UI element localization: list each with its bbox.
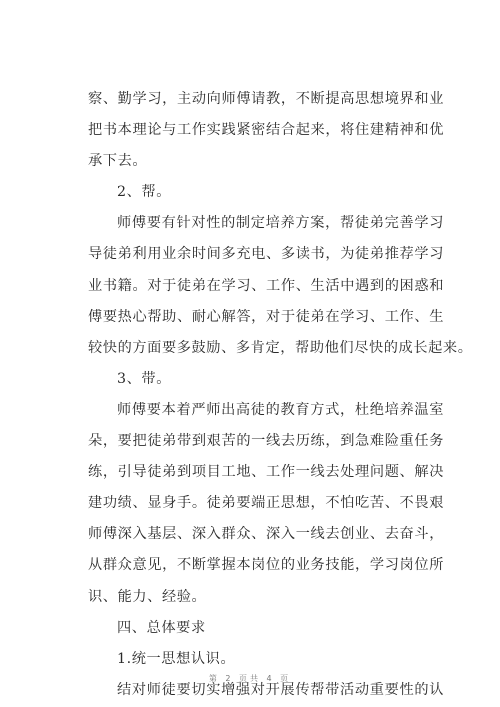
section-heading: 四、总体要求 [117,619,206,636]
text-line: 较快的方面要多鼓励、多肯定，帮助他们尽快的成长起来。 [88,339,473,356]
text-line: 练，引导徒弟到项目工地、工作一线去处理问题、解决 [88,464,444,481]
paragraph-first-line: 结对师徒要切实增强对开展传帮带活动重要性的认 [117,681,444,698]
text-line: 承下去。 [88,153,148,170]
text-line: 建功绩、显身手。徒弟要端正思想，不怕吃苦、不畏艰 [88,495,444,512]
text-line: 从群众意见，不断掌握本岗位的业务技能，学习岗位所 [88,557,444,574]
text-line: 导徒弟利用业余时间多充电、多读书，为徒弟推荐学习 [88,246,444,263]
paragraph-first-line: 师傅要有针对性的制定培养方案，帮徒弟完善学习 [117,215,444,232]
text-line: 察、勤学习，主动向师傅请教，不断提高思想境界和业 [88,91,444,107]
document-body [88,84,473,706]
text-line: 朵，要把徒弟带到艰苦的一线去历练，到急难险重任务 [88,433,444,450]
text-line: 识、能力、经验。 [88,588,207,605]
subsection-heading: 1.统一思想认识。 [117,650,236,667]
text-line: 业书籍。对于徒弟在学习、工作、生活中遇到的困惑和 [88,277,444,294]
paragraph-first-line: 师傅要本着严师出高徒的教育方式，杜绝培养温室 [117,401,444,418]
text-line: 傅要热心帮助、耐心解答，对于徒弟在学习、工作、生 [88,308,444,325]
text-line: 把书本理论与工作实践紧密结合起来，将住建精神和优 [88,122,444,139]
text-line: 师傅深入基层、深入群众、深入一线去创业、去奋斗， [88,526,444,543]
section-heading: 2、帮。 [117,184,171,201]
section-heading: 3、带。 [117,370,171,387]
page-number-footer: 第 2 页共 4 页 [208,674,292,683]
